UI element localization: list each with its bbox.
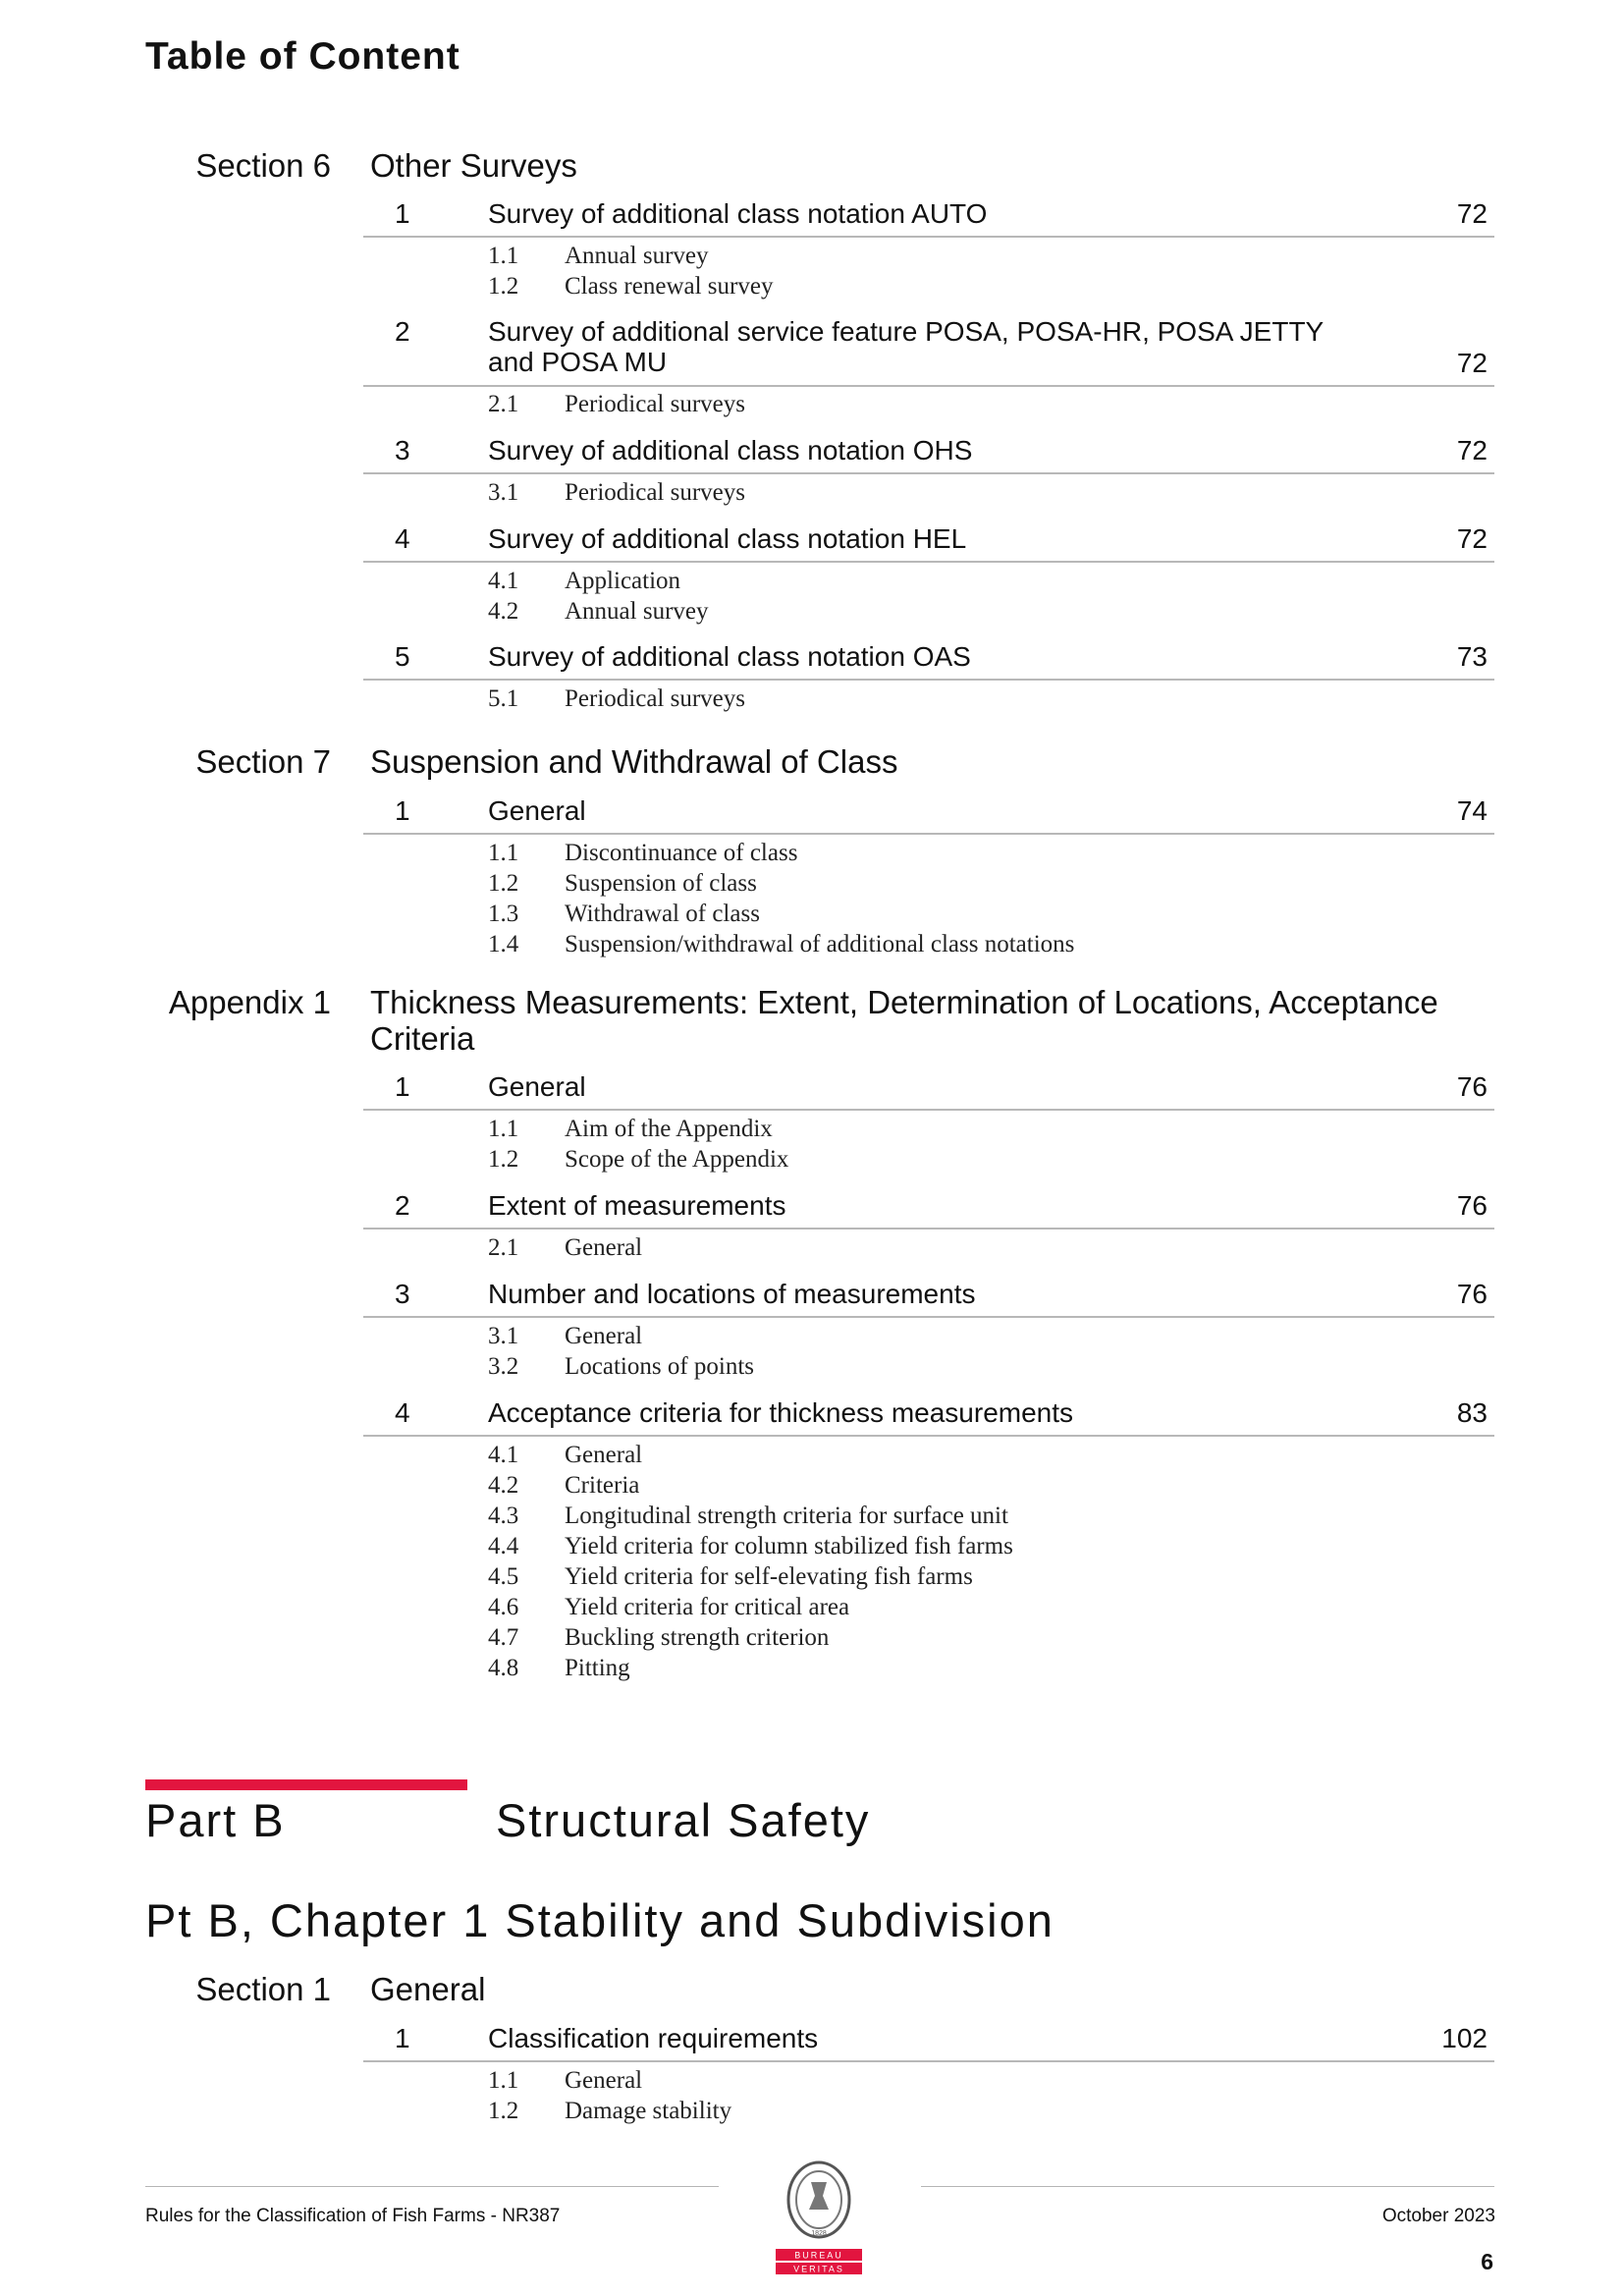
subarticle-item: [488, 1116, 773, 1143]
article-page: 76: [1456, 1190, 1488, 1221]
subarticle-title: Annual survey: [565, 243, 709, 269]
article-page: 72: [1456, 435, 1488, 465]
footer-rule-left: [145, 2186, 719, 2187]
subarticle-item: [488, 1442, 642, 1469]
article-page: 76: [1456, 1071, 1488, 1102]
subarticle-item: [488, 685, 745, 713]
article-row: [363, 2023, 1494, 2062]
subarticle-number: 2.1: [488, 391, 519, 417]
subarticle-title: Annual survey: [565, 598, 709, 625]
article-number: 4: [395, 1397, 410, 1428]
article-row: [363, 1190, 1494, 1230]
article-title: Survey of additional class notation HEL: [488, 523, 967, 554]
logo-year: 1828: [811, 2230, 827, 2237]
article-title: Survey of additional class notation AUTO: [488, 198, 988, 229]
subarticle-item: [488, 1234, 642, 1262]
section-title: Thickness Measurements: Extent, Determination of Locations, Acceptance Criteria: [370, 984, 1438, 1057]
subarticle-item: [488, 568, 680, 595]
article-number: 2: [395, 1190, 410, 1221]
article-number: 2: [395, 316, 410, 347]
subarticle-number: 4.2: [488, 598, 519, 625]
subarticle-title: Discontinuance of class: [565, 840, 798, 866]
chapter-title: Pt B, Chapter 1 Stability and Subdivision: [145, 1894, 1055, 1946]
section-label: Section 1: [195, 1971, 331, 2007]
article-title: General: [488, 1071, 586, 1102]
subarticle-title: Periodical surveys: [565, 391, 745, 417]
subarticle-title: Buckling strength criterion: [565, 1624, 830, 1651]
section-title: General: [370, 1971, 486, 2007]
subarticle-title: Suspension/withdrawal of additional class notations: [565, 931, 1075, 957]
subarticle-number: 4.3: [488, 1503, 519, 1529]
subarticle-item: [488, 931, 1074, 958]
article-title: Survey of additional class notation OHS: [488, 435, 973, 465]
subarticle-item: [488, 391, 745, 418]
article-row: [363, 198, 1494, 238]
subarticle-item: [488, 840, 797, 867]
subarticle-item: [488, 870, 757, 898]
subarticle-number: 4.4: [488, 1533, 519, 1559]
article-row: [363, 1397, 1494, 1437]
subarticle-item: [488, 2067, 642, 2095]
subarticle-number: 1.1: [488, 243, 519, 269]
subarticle-number: 4.1: [488, 1442, 519, 1468]
subarticle-item: [488, 273, 773, 301]
subarticle-number: 1.1: [488, 2067, 519, 2094]
article-title: Classification requirements: [488, 2023, 819, 2053]
subarticle-item: [488, 1503, 1008, 1530]
subarticle-item: [488, 1563, 973, 1591]
article-page: 72: [1456, 198, 1488, 229]
footer-document-title: Rules for the Classification of Fish Farms - NR387: [145, 2206, 561, 2226]
part-label: Part B: [145, 1794, 286, 1846]
article-title: Acceptance criteria for thickness measurements: [488, 1397, 1074, 1428]
article-row: [363, 316, 1494, 387]
subarticle-title: Pitting: [565, 1655, 630, 1681]
article-number: 3: [395, 435, 410, 465]
section-title: Suspension and Withdrawal of Class: [370, 743, 898, 780]
subarticle-title: Class renewal survey: [565, 273, 774, 300]
subarticle-title: Yield criteria for self-elevating fish farms: [565, 1563, 973, 1590]
subarticle-number: 1.2: [488, 1146, 519, 1173]
subarticle-number: 1.2: [488, 870, 519, 897]
article-row: [363, 641, 1494, 681]
article-number: 3: [395, 1279, 410, 1309]
article-title: General: [488, 795, 586, 826]
logo-text-top: BUREAU: [794, 2250, 843, 2261]
section-label: Section 7: [195, 743, 331, 780]
subarticle-title: General: [565, 1234, 643, 1261]
subarticle-number: 3.1: [488, 1323, 519, 1349]
subarticle-title: General: [565, 1442, 643, 1468]
subarticle-item: [488, 598, 709, 626]
footer-date: October 2023: [1381, 2206, 1495, 2226]
subarticle-item: [488, 1533, 1013, 1560]
article-title: Extent of measurements: [488, 1190, 786, 1221]
article-number: 1: [395, 2023, 410, 2053]
part-divider-bar: [145, 1779, 467, 1790]
subarticle-title: General: [565, 1323, 643, 1349]
subarticle-number: 3.1: [488, 479, 519, 506]
subarticle-number: 1.2: [488, 2098, 519, 2124]
article-title: Survey of additional service feature POSA, POSA-HR, POSA JETTY and POSA MU: [488, 316, 1324, 377]
article-number: 1: [395, 1071, 410, 1102]
article-page: 102: [1441, 2023, 1488, 2053]
page-title: Table of Content: [145, 35, 460, 78]
article-page: 74: [1456, 795, 1488, 826]
article-row: [363, 1071, 1494, 1111]
subarticle-number: 1.1: [488, 840, 519, 866]
footer-rule-right: [921, 2186, 1494, 2187]
subarticle-title: Suspension of class: [565, 870, 757, 897]
subarticle-item: [488, 1594, 849, 1621]
subarticle-item: [488, 243, 709, 270]
subarticle-item: [488, 479, 745, 507]
bureau-veritas-logo: [768, 2153, 870, 2278]
subarticle-item: [488, 1323, 642, 1350]
subarticle-item: [488, 1146, 788, 1174]
subarticle-title: Withdrawal of class: [565, 901, 760, 927]
subarticle-title: Application: [565, 568, 681, 594]
article-title: Survey of additional class notation OAS: [488, 641, 971, 672]
article-number: 4: [395, 523, 410, 554]
subarticle-number: 4.2: [488, 1472, 519, 1499]
subarticle-title: Damage stability: [565, 2098, 732, 2124]
subarticle-item: [488, 1655, 630, 1682]
subarticle-number: 4.7: [488, 1624, 519, 1651]
subarticle-title: Yield criteria for column stabilized fish farms: [565, 1533, 1013, 1559]
subarticle-title: General: [565, 2067, 643, 2094]
subarticle-item: [488, 1472, 639, 1500]
subarticle-item: [488, 901, 760, 928]
subarticle-title: Longitudinal strength criteria for surface unit: [565, 1503, 1008, 1529]
part-title: Structural Safety: [496, 1794, 871, 1846]
subarticle-number: 4.5: [488, 1563, 519, 1590]
section-label: Appendix 1: [168, 984, 331, 1020]
article-page: 72: [1456, 523, 1488, 554]
article-row: [363, 523, 1494, 563]
subarticle-item: [488, 1353, 754, 1381]
subarticle-number: 4.8: [488, 1655, 519, 1681]
section-title: Other Surveys: [370, 147, 577, 184]
article-row: [363, 435, 1494, 474]
subarticle-number: 1.1: [488, 1116, 519, 1142]
subarticle-title: Scope of the Appendix: [565, 1146, 789, 1173]
article-number: 1: [395, 198, 410, 229]
subarticle-number: 1.4: [488, 931, 519, 957]
subarticle-item: [488, 1624, 829, 1652]
subarticle-number: 1.3: [488, 901, 519, 927]
logo-text-bottom: VERITAS: [793, 2264, 844, 2274]
subarticle-number: 2.1: [488, 1234, 519, 1261]
subarticle-title: Aim of the Appendix: [565, 1116, 773, 1142]
article-page: 83: [1456, 1397, 1488, 1428]
article-number: 5: [395, 641, 410, 672]
article-page: 73: [1456, 641, 1488, 672]
subarticle-number: 1.2: [488, 273, 519, 300]
section-label: Section 6: [195, 147, 331, 184]
subarticle-title: Criteria: [565, 1472, 640, 1499]
subarticle-number: 4.6: [488, 1594, 519, 1620]
subarticle-title: Locations of points: [565, 1353, 755, 1380]
article-row: [363, 795, 1494, 835]
subarticle-number: 4.1: [488, 568, 519, 594]
subarticle-title: Periodical surveys: [565, 479, 745, 506]
article-page: 72: [1456, 348, 1488, 378]
page-number: 6: [1481, 2249, 1493, 2274]
logo-figure-icon: [809, 2182, 829, 2210]
subarticle-number: 5.1: [488, 685, 519, 712]
article-title: Number and locations of measurements: [488, 1279, 976, 1309]
subarticle-title: Yield criteria for critical area: [565, 1594, 850, 1620]
subarticle-number: 3.2: [488, 1353, 519, 1380]
article-row: [363, 1279, 1494, 1318]
subarticle-title: Periodical surveys: [565, 685, 745, 712]
subarticle-item: [488, 2098, 731, 2125]
article-number: 1: [395, 795, 410, 826]
article-page: 76: [1456, 1279, 1488, 1309]
